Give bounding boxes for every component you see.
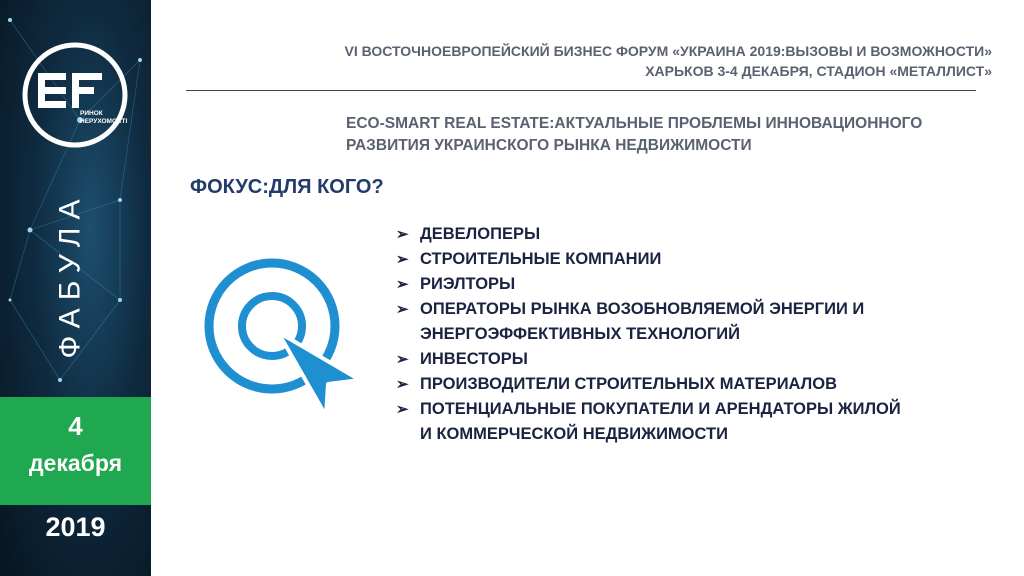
list-item: ➢ ПОТЕНЦИАЛЬНЫЕ ПОКУПАТЕЛИ И АРЕНДАТОРЫ ЖИЛОЙ [396, 397, 996, 422]
date-day: 4 [68, 411, 83, 441]
arrow-bullet-icon: ➢ [396, 376, 409, 393]
arrow-bullet-icon: ➢ [396, 226, 409, 243]
sidebar-panel [0, 0, 151, 576]
list-item: ➢ ИНВЕСТОРЫ [396, 347, 996, 372]
date-month: декабря [28, 450, 123, 476]
target-cursor-icon [200, 254, 370, 424]
forum-header [232, 41, 992, 81]
date-box [0, 397, 151, 505]
header-divider [186, 90, 976, 91]
list-item-continuation: И КОММЕРЧЕСКОЙ НЕДВИЖИМОСТИ [420, 425, 728, 443]
subtitle-line-1: ECO-SMART REAL ESTATE:АКТУАЛЬНЫЕ ПРОБЛЕМЫ ИННОВАЦИОННОГО [346, 115, 923, 132]
brand-word-text: ФАБУЛА [53, 191, 87, 359]
header-line-2: ХАРЬКОВ 3-4 ДЕКАБРЯ, СТАДИОН «МЕТАЛЛИСТ» [645, 63, 992, 79]
list-item: ➢ ПРОИЗВОДИТЕЛИ СТРОИТЕЛЬНЫХ МАТЕРИАЛОВ [396, 372, 996, 397]
header-line-1: VI ВОСТОЧНОЕВРОПЕЙСКИЙ БИЗНЕС ФОРУМ «УКРАИНА 2019:ВЫЗОВЫ И ВОЗМОЖНОСТИ» [344, 43, 992, 59]
logo-text-line2: НЕРУХОМОСТІ [80, 118, 128, 125]
arrow-bullet-icon: ➢ [396, 351, 409, 368]
session-subtitle [346, 113, 986, 157]
list-item-continuation: ЭНЕРГОЭФФЕКТИВНЫХ ТЕХНОЛОГИЙ [420, 325, 741, 343]
arrow-bullet-icon: ➢ [396, 276, 409, 293]
list-item: ➢ ДЕВЕЛОПЕРЫ [396, 222, 996, 247]
logo-text-line1: РИНОК [80, 110, 103, 117]
year-label: 2019 [45, 512, 106, 542]
vertical-brand-word [50, 160, 90, 390]
arrow-bullet-icon: ➢ [396, 401, 409, 418]
list-item: ➢ СТРОИТЕЛЬНЫЕ КОМПАНИИ [396, 247, 996, 272]
logo [20, 40, 130, 150]
arrow-bullet-icon: ➢ [396, 301, 409, 318]
list-item: ➢ РИЭЛТОРЫ [396, 272, 996, 297]
list-item: ➢ ОПЕРАТОРЫ РЫНКА ВОЗОБНОВЛЯЕМОЙ ЭНЕРГИИ И [396, 297, 996, 322]
audience-list [396, 222, 996, 447]
subtitle-line-2: РАЗВИТИЯ УКРАИНСКОГО РЫНКА НЕДВИЖИМОСТИ [346, 137, 752, 154]
focus-title: ФОКУС:ДЛЯ КОГО? [190, 176, 384, 198]
arrow-bullet-icon: ➢ [396, 251, 409, 268]
